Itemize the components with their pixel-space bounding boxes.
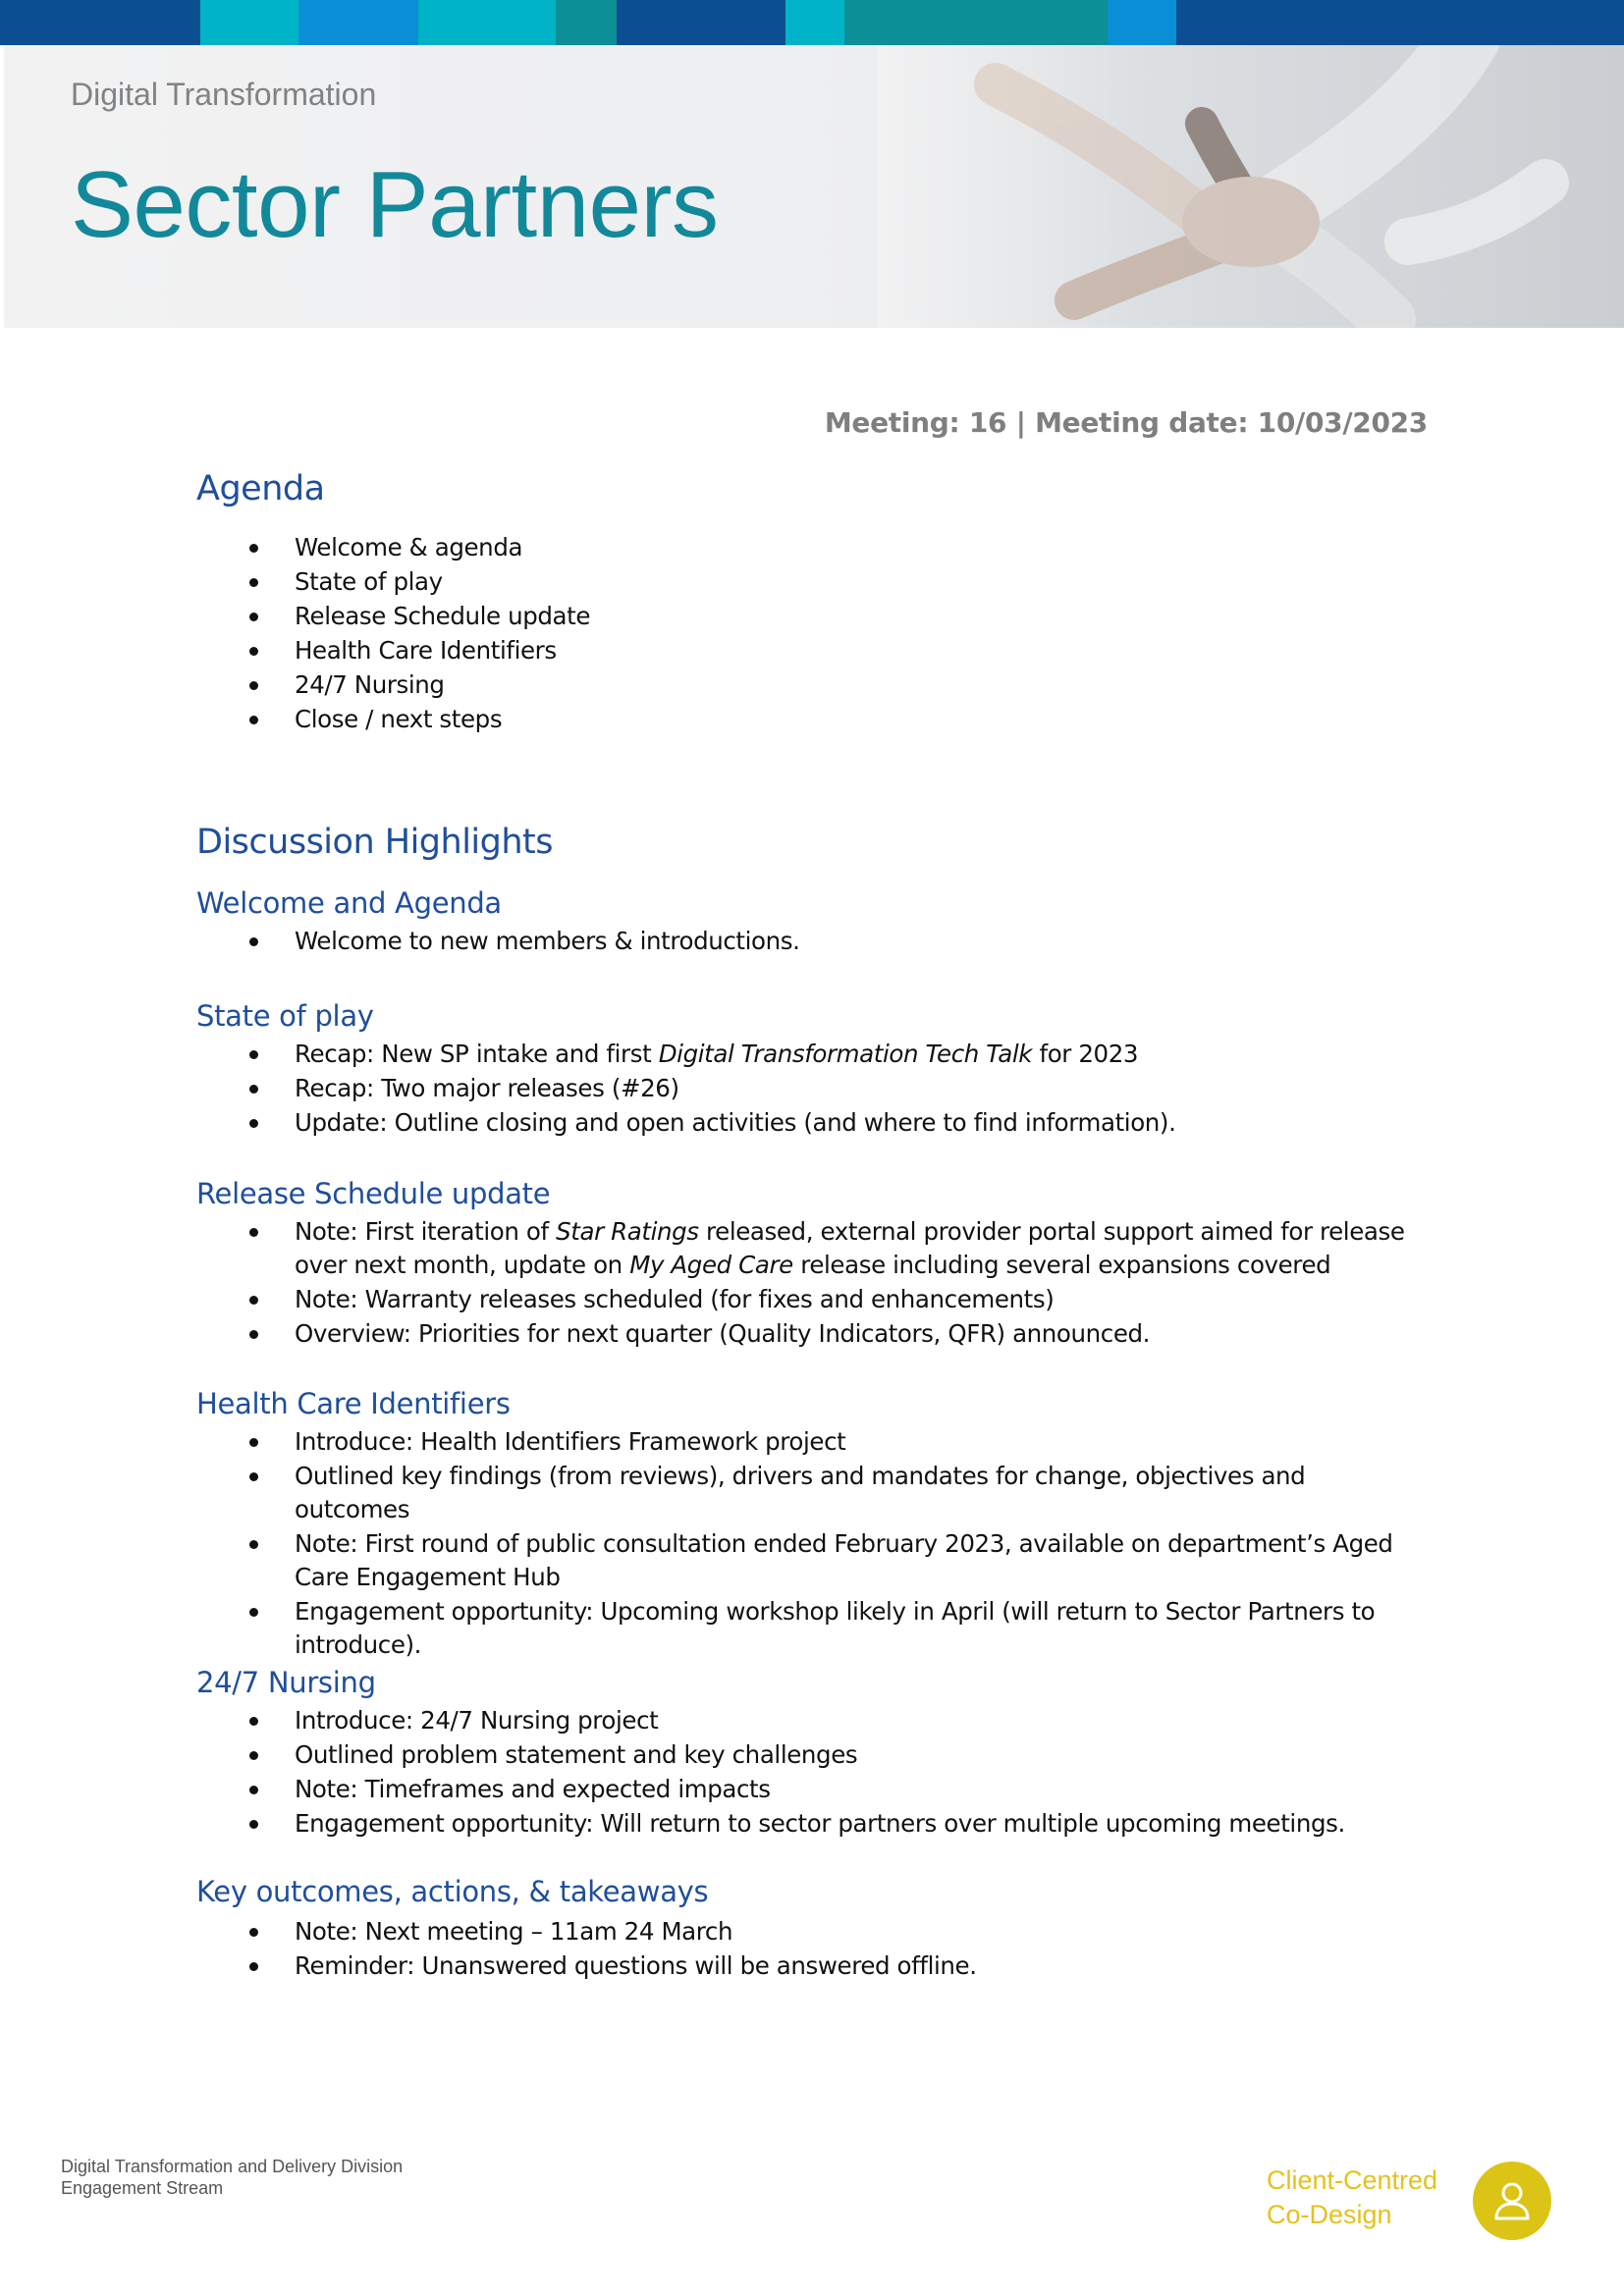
footer-tagline-line2: Co-Design	[1267, 2200, 1392, 2229]
outcomes-heading: Key outcomes, actions, & takeaways	[196, 1875, 709, 1908]
list-item: Recap: New SP intake and first Digital Transformation Tech Talk for 2023	[0, 1038, 1624, 1071]
agenda-heading: Agenda	[196, 469, 325, 508]
band-segment	[0, 0, 200, 45]
list-item: Reminder: Unanswered questions will be answered offline.	[0, 1949, 1624, 1983]
welcome-list	[0, 925, 1624, 959]
list-item: Introduce: Health Identifiers Framework project	[0, 1425, 1624, 1459]
nursing-heading: 24/7 Nursing	[196, 1666, 376, 1699]
list-item: Release Schedule update	[0, 600, 1624, 633]
state-of-play-list	[0, 1038, 1624, 1141]
list-item: Introduce: 24/7 Nursing project	[0, 1704, 1624, 1737]
list-item: Outlined key findings (from reviews), drivers and mandates for change, objectives and outcomes	[0, 1460, 1624, 1526]
nursing-list	[0, 1704, 1624, 1842]
footer-tagline	[1267, 2163, 1437, 2232]
band-segment	[1108, 0, 1176, 45]
top-colour-band	[0, 0, 1624, 45]
person-icon	[1487, 2175, 1538, 2226]
hci-list	[0, 1425, 1624, 1663]
list-item: Note: Next meeting – 11am 24 March	[0, 1915, 1624, 1949]
release-heading: Release Schedule update	[196, 1177, 551, 1210]
footer-tagline-line1: Client-Centred	[1267, 2165, 1438, 2195]
footer-division-name: Digital Transformation and Delivery Division	[61, 2157, 404, 2176]
list-item: Note: Warranty releases scheduled (for fixes and enhancements)	[0, 1283, 1624, 1316]
page-title: Sector Partners	[71, 152, 719, 257]
agenda-list	[0, 531, 1624, 737]
hands-together-image	[878, 45, 1624, 328]
release-list	[0, 1215, 1624, 1352]
hands-illustration	[878, 45, 1624, 328]
list-item: Health Care Identifiers	[0, 634, 1624, 667]
band-segment	[298, 0, 418, 45]
discussion-heading: Discussion Highlights	[196, 823, 553, 862]
meeting-info: Meeting: 16 | Meeting date: 10/03/2023	[824, 406, 1428, 439]
outcomes-list	[0, 1915, 1624, 1984]
footer-stream-name: Engagement Stream	[61, 2178, 224, 2198]
list-item: Close / next steps	[0, 703, 1624, 736]
list-item: Recap: Two major releases (#26)	[0, 1072, 1624, 1105]
band-segment	[617, 0, 785, 45]
list-item: Engagement opportunity: Upcoming workshop likely in April (will return to Sector Partners to introduce).	[0, 1595, 1624, 1662]
hci-heading: Health Care Identifiers	[196, 1387, 511, 1420]
list-item: Outlined problem statement and key challenges	[0, 1738, 1624, 1772]
list-item: State of play	[0, 565, 1624, 599]
list-item: Update: Outline closing and open activities (and where to find information).	[0, 1106, 1624, 1140]
list-item: 24/7 Nursing	[0, 668, 1624, 702]
header-kicker: Digital Transformation	[71, 77, 377, 112]
list-item: Overview: Priorities for next quarter (Quality Indicators, QFR) announced.	[0, 1317, 1624, 1351]
band-segment	[1176, 0, 1624, 45]
list-item: Welcome & agenda	[0, 531, 1624, 564]
list-item: Welcome to new members & introductions.	[0, 925, 1624, 958]
band-segment	[418, 0, 556, 45]
list-item: Note: First iteration of Star Ratings released, external provider portal support aimed for release over next month, update on My Aged Care release including several expansions covered	[0, 1215, 1624, 1282]
band-segment	[844, 0, 1108, 45]
band-segment	[556, 0, 617, 45]
band-segment	[200, 0, 298, 45]
list-item: Engagement opportunity: Will return to sector partners over multiple upcoming meetings.	[0, 1807, 1624, 1841]
footer-division	[61, 2156, 403, 2199]
list-item: Note: First round of public consultation ended February 2023, available on department’s Aged Care Engagement Hub	[0, 1527, 1624, 1594]
list-item: Note: Timeframes and expected impacts	[0, 1773, 1624, 1806]
band-segment	[785, 0, 844, 45]
co-design-badge	[1473, 2162, 1551, 2240]
welcome-heading: Welcome and Agenda	[196, 886, 502, 920]
state-of-play-heading: State of play	[196, 999, 374, 1033]
page-header	[4, 45, 1624, 328]
